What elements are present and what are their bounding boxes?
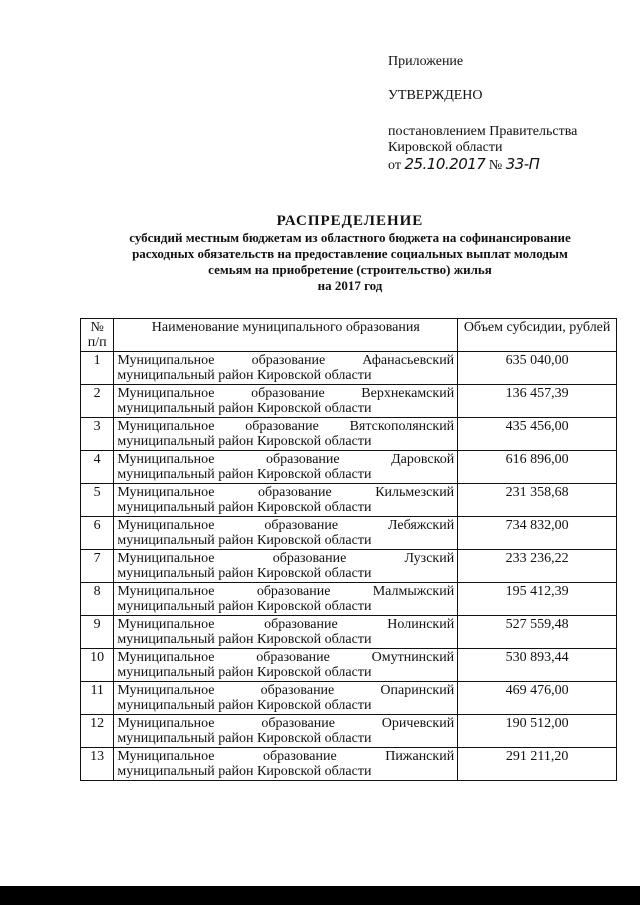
municipality-line-1: [117, 485, 454, 500]
table-row: [81, 418, 617, 451]
name-word-2: образование: [264, 617, 338, 632]
table-row: [81, 682, 617, 715]
table-row: [81, 550, 617, 583]
municipality-line-1: [117, 386, 454, 401]
name-word-2: образование: [266, 452, 340, 467]
row-number: 7: [81, 550, 114, 583]
row-municipality: [114, 649, 458, 682]
name-word-2: образование: [256, 650, 330, 665]
row-amount: 231 358,68: [458, 484, 617, 517]
row-municipality: [114, 748, 458, 781]
title-line-3: семьям на приобретение (строительство) жилья: [208, 262, 492, 277]
row-amount: 195 412,39: [458, 583, 617, 616]
header-amount: Объем субсидии, рублей: [458, 319, 617, 352]
name-word-3: Кильмезский: [375, 485, 455, 500]
name-word-2: образование: [264, 518, 339, 533]
row-municipality: [114, 715, 458, 748]
row-municipality: [114, 418, 458, 451]
name-word-3: Лузский: [404, 551, 455, 566]
municipality-line-1: [117, 617, 454, 632]
approval-block: [388, 54, 628, 174]
header-name: Наименование муниципального образования: [114, 319, 458, 352]
table-row: [81, 715, 617, 748]
name-word-1: Муниципальное: [117, 551, 215, 566]
name-word-3: Верхнекамский: [361, 386, 455, 401]
subsidy-table: [80, 318, 617, 781]
name-word-1: Муниципальное: [117, 749, 215, 764]
scan-edge-bar: [0, 886, 640, 905]
name-word-3: Пижанский: [385, 749, 455, 764]
municipality-line-1: [117, 584, 454, 599]
row-amount: 530 893,44: [458, 649, 617, 682]
municipality-line-2: муниципальный район Кировской области: [117, 533, 372, 548]
name-word-3: Вятскополянский: [349, 419, 455, 434]
municipality-line-1: [117, 650, 454, 665]
table-header-row: [81, 319, 617, 352]
handwritten-date: 25.10.2017: [404, 155, 486, 173]
title-heading: РАСПРЕДЕЛЕНИЕ: [276, 213, 424, 229]
row-amount: 527 559,48: [458, 616, 617, 649]
row-number: 13: [81, 748, 114, 781]
header-num: № п/п: [81, 319, 114, 352]
name-word-3: Лебяжский: [387, 518, 455, 533]
row-number: 6: [81, 517, 114, 550]
name-word-3: Афанасьевский: [362, 353, 455, 368]
row-amount: 616 896,00: [458, 451, 617, 484]
row-amount: 291 211,20: [458, 748, 617, 781]
name-word-3: Нолинский: [387, 617, 455, 632]
municipality-line-1: [117, 551, 454, 566]
appendix-label: Приложение: [388, 54, 464, 69]
name-word-3: Малмыжский: [372, 584, 455, 599]
resolution-line-2: Кировской области: [388, 140, 503, 155]
name-word-2: образование: [256, 584, 331, 599]
name-word-3: Опаринский: [380, 683, 455, 698]
row-amount: 469 476,00: [458, 682, 617, 715]
row-amount: 734 832,00: [458, 517, 617, 550]
name-word-1: Муниципальное: [117, 419, 215, 434]
municipality-line-2: муниципальный район Кировской области: [117, 566, 372, 581]
table-row: [81, 748, 617, 781]
name-word-2: образование: [260, 683, 335, 698]
municipality-line-1: [117, 353, 454, 368]
name-word-2: образование: [261, 716, 335, 731]
name-word-1: Муниципальное: [117, 485, 215, 500]
approved-label: УТВЕРЖДЕНО: [388, 88, 483, 103]
municipality-line-2: муниципальный район Кировской области: [117, 731, 372, 746]
row-number: 1: [81, 352, 114, 385]
name-word-1: Муниципальное: [117, 617, 215, 632]
municipality-line-2: муниципальный район Кировской области: [117, 368, 372, 383]
row-amount: 190 512,00: [458, 715, 617, 748]
name-word-1: Муниципальное: [117, 386, 215, 401]
row-municipality: [114, 451, 458, 484]
name-word-1: Муниципальное: [117, 353, 215, 368]
row-number: 2: [81, 385, 114, 418]
row-municipality: [114, 616, 458, 649]
name-word-2: образование: [263, 749, 337, 764]
name-word-2: образование: [245, 419, 319, 434]
row-municipality: [114, 517, 458, 550]
table-row: [81, 484, 617, 517]
name-word-1: Муниципальное: [117, 716, 215, 731]
municipality-line-1: [117, 749, 454, 764]
municipality-line-2: муниципальный район Кировской области: [117, 764, 372, 779]
municipality-line-2: муниципальный район Кировской области: [117, 698, 372, 713]
document-title: [60, 212, 640, 294]
title-line-1: субсидий местным бюджетам из областного бюджета на софинансирование: [129, 230, 571, 245]
title-line-4: на 2017 год: [317, 278, 383, 293]
row-municipality: [114, 583, 458, 616]
name-word-3: Оричевский: [381, 716, 455, 731]
municipality-line-2: муниципальный район Кировской области: [117, 401, 372, 416]
municipality-line-1: [117, 452, 454, 467]
table-row: [81, 517, 617, 550]
row-municipality: [114, 682, 458, 715]
date-prefix: от: [388, 158, 401, 173]
municipality-line-2: муниципальный район Кировской области: [117, 467, 372, 482]
row-amount: 233 236,22: [458, 550, 617, 583]
name-word-2: образование: [258, 485, 332, 500]
row-municipality: [114, 484, 458, 517]
name-word-2: образование: [251, 386, 325, 401]
municipality-line-2: муниципальный район Кировской области: [117, 665, 372, 680]
municipality-line-1: [117, 683, 454, 698]
table-row: [81, 583, 617, 616]
row-number: 8: [81, 583, 114, 616]
name-word-2: образование: [251, 353, 326, 368]
name-word-1: Муниципальное: [117, 683, 215, 698]
municipality-line-1: [117, 419, 454, 434]
resolution-date-line: [388, 156, 628, 174]
municipality-line-2: муниципальный район Кировской области: [117, 500, 372, 515]
name-word-3: Омутнинский: [371, 650, 455, 665]
row-municipality: [114, 385, 458, 418]
name-word-3: Даровской: [391, 452, 455, 467]
row-number: 12: [81, 715, 114, 748]
resolution-line-1: постановлением Правительства: [388, 124, 578, 139]
row-amount: 136 457,39: [458, 385, 617, 418]
table-row: [81, 352, 617, 385]
municipality-line-1: [117, 716, 454, 731]
municipality-line-1: [117, 518, 454, 533]
municipality-line-2: муниципальный район Кировской области: [117, 632, 372, 647]
row-number: 9: [81, 616, 114, 649]
handwritten-number: 33-П: [505, 155, 540, 173]
municipality-line-2: муниципальный район Кировской области: [117, 434, 372, 449]
row-municipality: [114, 352, 458, 385]
row-number: 4: [81, 451, 114, 484]
row-number: 5: [81, 484, 114, 517]
name-word-1: Муниципальное: [117, 584, 215, 599]
row-amount: 435 456,00: [458, 418, 617, 451]
name-word-1: Муниципальное: [117, 452, 215, 467]
row-amount: 635 040,00: [458, 352, 617, 385]
table-row: [81, 451, 617, 484]
table-row: [81, 616, 617, 649]
name-word-1: Муниципальное: [117, 518, 215, 533]
row-number: 11: [81, 682, 114, 715]
row-municipality: [114, 550, 458, 583]
table-row: [81, 649, 617, 682]
table-row: [81, 385, 617, 418]
row-number: 10: [81, 649, 114, 682]
municipality-line-2: муниципальный район Кировской области: [117, 599, 372, 614]
row-number: 3: [81, 418, 114, 451]
number-sign: №: [488, 158, 503, 173]
name-word-1: Муниципальное: [117, 650, 215, 665]
title-line-2: расходных обязательств на предоставление социальных выплат молодым: [132, 246, 568, 261]
name-word-2: образование: [272, 551, 347, 566]
